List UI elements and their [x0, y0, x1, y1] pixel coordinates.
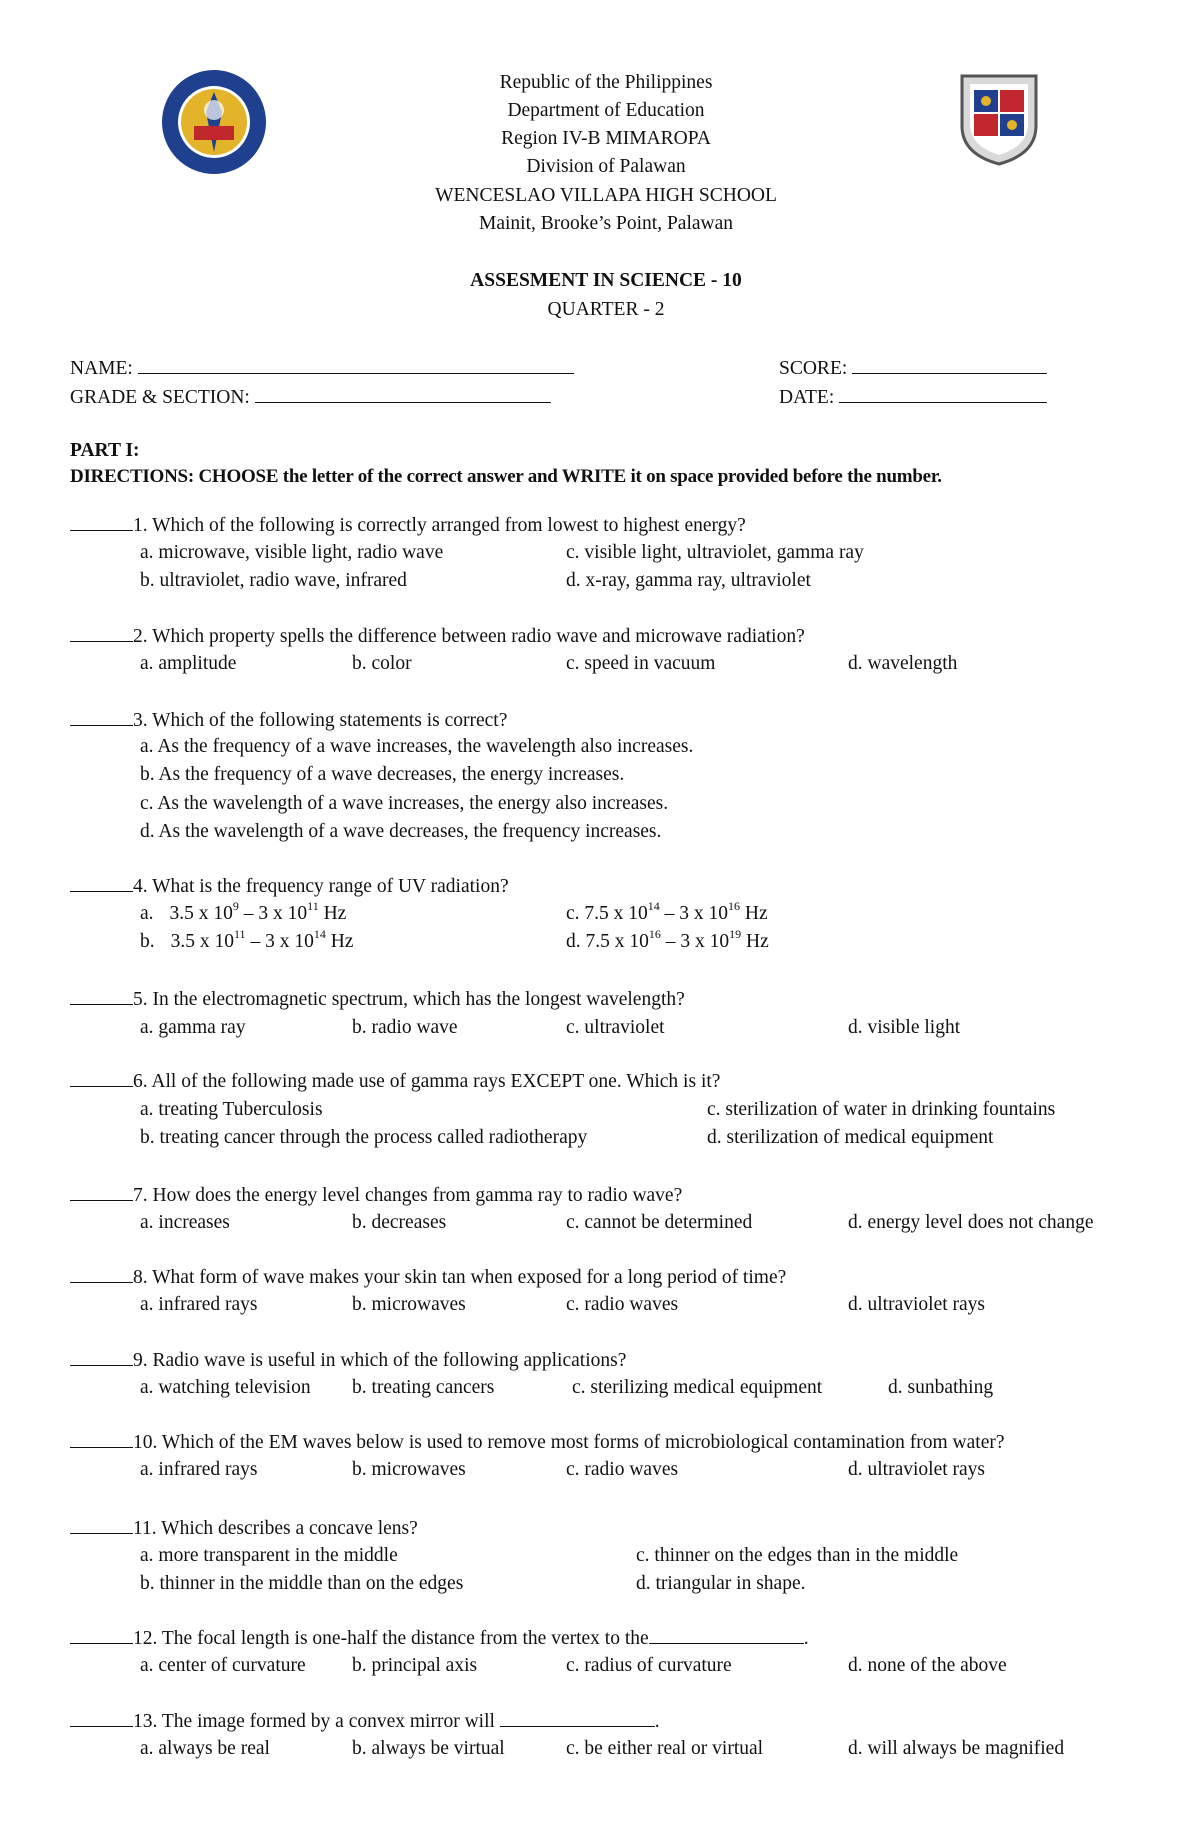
q13-option-c: c. be either real or virtual [566, 1738, 764, 1759]
q4-option-b: b. 3.5 x $10^{11} - 3$ x $10^{14}$ Hz [140, 926, 354, 952]
question-2: 2. Which property spells the difference between radio wave and microwave radiation? [70, 625, 805, 648]
q4-option-c: c. 7.5 x $10^{14} - 3$ x $10^{16}$ Hz [566, 898, 768, 924]
header-line-6: Mainit, Brooke’s Point, Palawan [478, 213, 734, 234]
q5-option-c: c. ultraviolet [566, 1017, 665, 1038]
q2-option-a: a. amplitude [140, 653, 237, 674]
q13-option-d: d. will always be magnified [848, 1738, 1065, 1759]
answer-blank-3[interactable] [70, 709, 133, 726]
name-field[interactable] [70, 357, 574, 380]
question-6: 6. All of the following made use of gamma rays EXCEPT one. Which is it? [70, 1070, 720, 1093]
q8-option-d: d. ultraviolet rays [848, 1294, 986, 1315]
q1-option-a: a. microwave, visible light, radio wave [140, 542, 444, 563]
q8-option-c: c. radio waves [566, 1294, 679, 1315]
q10-option-b: b. microwaves [352, 1459, 466, 1480]
q10-option-d: d. ultraviolet rays [848, 1459, 986, 1480]
q11-option-c: c. thinner on the edges than in the middle [636, 1545, 959, 1566]
header-line-2: Department of Education [507, 100, 705, 121]
q12-option-a: a. center of curvature [140, 1655, 306, 1676]
grade-section-label: GRADE & SECTION: [70, 387, 250, 408]
q2-option-d: d. wavelength [848, 653, 958, 674]
q5-option-a: a. gamma ray [140, 1017, 246, 1038]
q2-option-b: b. color [352, 653, 412, 674]
answer-blank-1[interactable] [70, 514, 133, 531]
question-12: 12. The focal length is one-half the distance from the vertex to the . [70, 1627, 809, 1650]
answer-blank-9[interactable] [70, 1349, 133, 1366]
q9-option-b: b. treating cancers [352, 1377, 495, 1398]
score-field[interactable] [779, 357, 1047, 380]
q6-option-c: c. sterilization of water in drinking fountains [707, 1099, 1056, 1120]
answer-blank-7[interactable] [70, 1184, 133, 1201]
header-line-5: WENCESLAO VILLAPA HIGH SCHOOL [435, 185, 777, 206]
q13-option-b: b. always be virtual [352, 1738, 505, 1759]
q7-option-c: c. cannot be determined [566, 1212, 753, 1233]
answer-blank-12[interactable] [70, 1627, 133, 1644]
q6-option-b: b. treating cancer through the process called radiotherapy [140, 1127, 588, 1148]
q2-option-c: c. speed in vacuum [566, 653, 716, 674]
score-label: SCORE: [779, 358, 848, 379]
header-line-1: Republic of the Philippines [499, 72, 713, 93]
answer-blank-6[interactable] [70, 1070, 133, 1087]
question-3: 3. Which of the following statements is correct? [70, 709, 507, 732]
answer-blank-11[interactable] [70, 1517, 133, 1534]
question-8: 8. What form of wave makes your skin tan when exposed for a long period of time? [70, 1266, 786, 1289]
question-4: 4. What is the frequency range of UV radiation? [70, 875, 509, 898]
question-11: 11. Which describes a concave lens? [70, 1517, 418, 1540]
q13-fill-blank[interactable] [500, 1710, 655, 1727]
question-9: 9. Radio wave is useful in which of the following applications? [70, 1349, 626, 1372]
page-title: ASSESMENT IN SCIENCE - 10 [470, 270, 742, 291]
grade-section-line[interactable] [255, 386, 551, 403]
q8-option-b: b. microwaves [352, 1294, 466, 1315]
answer-blank-10[interactable] [70, 1431, 133, 1448]
question-1: 1. Which of the following is correctly arranged from lowest to highest energy? [70, 514, 746, 537]
answer-blank-8[interactable] [70, 1266, 133, 1283]
q3-option-b: b. As the frequency of a wave decreases, the energy increases. [140, 764, 625, 785]
q1-option-b: b. ultraviolet, radio wave, infrared [140, 570, 407, 591]
answer-blank-2[interactable] [70, 625, 133, 642]
header-line-4: Division of Palawan [526, 156, 686, 177]
q1-option-d: d. x-ray, gamma ray, ultraviolet [566, 570, 811, 591]
score-line[interactable] [852, 357, 1047, 374]
directions: DIRECTIONS: CHOOSE the letter of the correct answer and WRITE it on space provided before the number. [70, 466, 942, 487]
name-line[interactable] [138, 357, 574, 374]
q8-option-a: a. infrared rays [140, 1294, 258, 1315]
page-subtitle: QUARTER - 2 [547, 299, 665, 320]
q5-option-d: d. visible light [848, 1017, 961, 1038]
answer-blank-5[interactable] [70, 988, 133, 1005]
q11-option-b: b. thinner in the middle than on the edges [140, 1573, 464, 1594]
grade-section-field[interactable] [70, 386, 551, 409]
q7-option-d: d. energy level does not change [848, 1212, 1094, 1233]
question-5: 5. In the electromagnetic spectrum, which has the longest wavelength? [70, 988, 685, 1011]
q11-option-d: d. triangular in shape. [636, 1573, 806, 1594]
question-10: 10. Which of the EM waves below is used to remove most forms of microbiological contamination from water? [70, 1431, 1005, 1454]
q5-option-b: b. radio wave [352, 1017, 458, 1038]
answer-blank-13[interactable] [70, 1710, 133, 1727]
date-field[interactable] [779, 386, 1047, 409]
question-13: 13. The image formed by a convex mirror will . [70, 1710, 660, 1733]
q1-option-c: c. visible light, ultraviolet, gamma ray [566, 542, 864, 563]
q12-fill-blank[interactable] [649, 1627, 804, 1644]
part-heading: PART I: [70, 440, 140, 461]
q11-option-a: a. more transparent in the middle [140, 1545, 398, 1566]
q10-option-a: a. infrared rays [140, 1459, 258, 1480]
q7-option-a: a. increases [140, 1212, 230, 1233]
q12-option-d: d. none of the above [848, 1655, 1007, 1676]
q9-option-c: c. sterilizing medical equipment [572, 1377, 823, 1398]
q7-option-b: b. decreases [352, 1212, 447, 1233]
q3-option-a: a. As the frequency of a wave increases, the wavelength also increases. [140, 736, 694, 757]
date-label: DATE: [779, 387, 835, 408]
q10-option-c: c. radio waves [566, 1459, 679, 1480]
q12-option-b: b. principal axis [352, 1655, 478, 1676]
answer-blank-4[interactable] [70, 875, 133, 892]
q3-option-c: c. As the wavelength of a wave increases, the energy also increases. [140, 793, 669, 814]
header-line-3: Region IV-B MIMAROPA [501, 128, 711, 149]
q4-option-d: d. 7.5 x $10^{16} - 3$ x $10^{19}$ Hz [566, 926, 769, 952]
q13-option-a: a. always be real [140, 1738, 270, 1759]
q6-option-a: a. treating Tuberculosis [140, 1099, 323, 1120]
q9-option-d: d. sunbathing [888, 1377, 994, 1398]
q6-option-d: d. sterilization of medical equipment [707, 1127, 994, 1148]
q12-option-c: c. radius of curvature [566, 1655, 732, 1676]
q9-option-a: a. watching television [140, 1377, 311, 1398]
date-line[interactable] [839, 386, 1047, 403]
name-label: NAME: [70, 358, 133, 379]
q4-option-a: a. 3.5 x $10^9 - 3$ x $10^{11}$ Hz [140, 898, 347, 924]
question-7: 7. How does the energy level changes from gamma ray to radio wave? [70, 1184, 682, 1207]
q3-option-d: d. As the wavelength of a wave decreases, the frequency increases. [140, 821, 662, 842]
